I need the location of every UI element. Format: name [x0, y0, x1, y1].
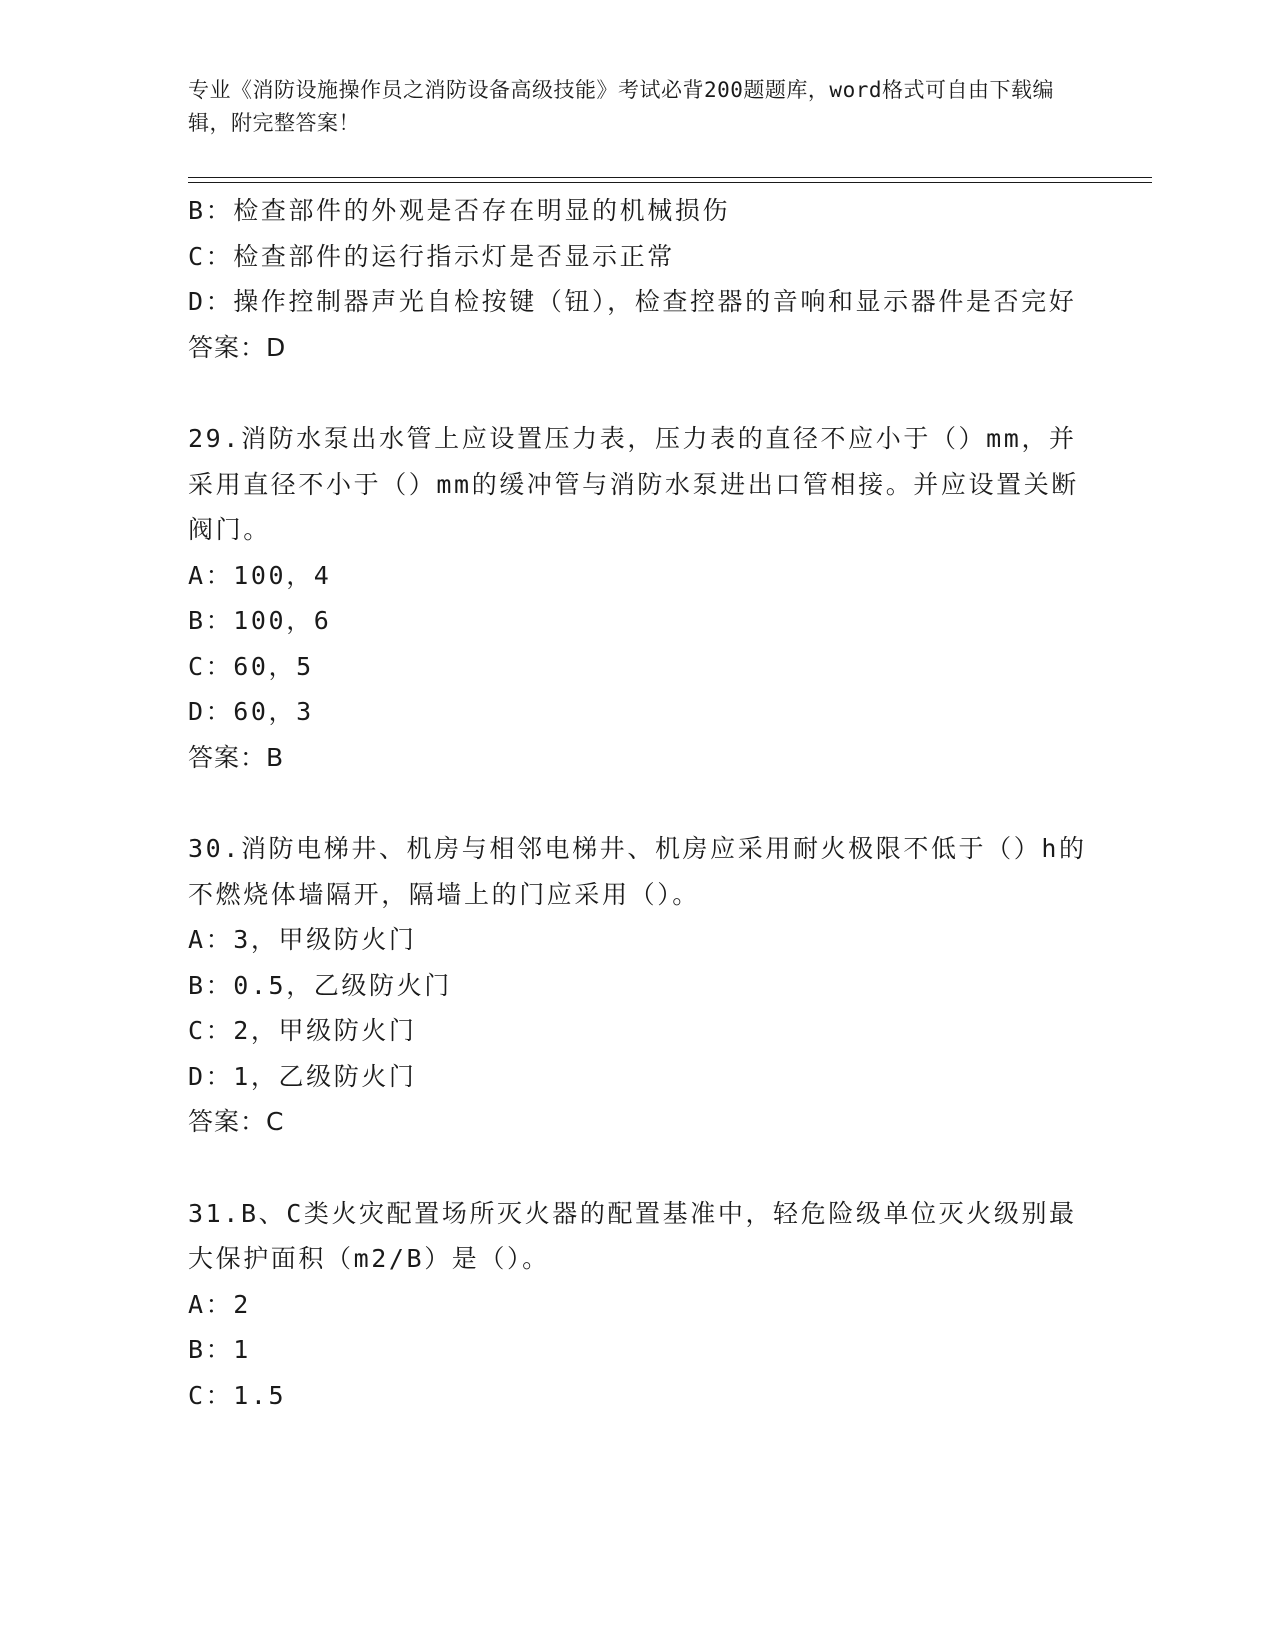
option-line: B：检查部件的外观是否存在明显的机械损伤	[188, 196, 731, 225]
option-line: C：60，5	[188, 651, 314, 681]
option-line: B：1	[188, 1335, 251, 1364]
option-line: A：3，甲级防火门	[188, 925, 417, 954]
document-header	[188, 74, 1078, 140]
option-line: C：2，甲级防火门	[188, 1016, 417, 1045]
block-spacer	[188, 780, 1088, 826]
question-block	[188, 1191, 1088, 1419]
option-line: C：检查部件的运行指示灯是否显示正常	[188, 241, 675, 271]
answer-line: 答案：D	[188, 332, 287, 362]
option-line: D：60，3	[188, 697, 314, 726]
block-spacer	[188, 370, 1088, 416]
option-line: A：100，4	[188, 560, 332, 590]
question-stem: 30.消防电梯井、机房与相邻电梯井、机房应采用耐火极限不低于（）h的不燃烧体墙隔开，隔墙上的门应采用（）。	[188, 834, 1087, 909]
question-stem: 31.B、C类火灾配置场所灭火器的配置基准中，轻危险级单位灭火级别最大保护面积（m2/B）是（）。	[188, 1198, 1077, 1273]
header-divider-top	[188, 177, 1152, 178]
option-line: D：操作控制器声光自检按键（钮），检查控器的音响和显示器件是否完好	[188, 287, 1077, 316]
option-line: B：100，6	[188, 606, 332, 635]
question-block	[188, 188, 1088, 370]
answer-line: 答案：B	[188, 742, 285, 772]
option-line: C：1.5	[188, 1380, 287, 1410]
question-block	[188, 416, 1088, 780]
option-line: B：0.5，乙级防火门	[188, 970, 452, 1000]
question-stem: 29.消防水泵出水管上应设置压力表，压力表的直径不应小于（）mm，并采用直径不小于（）mm的缓冲管与消防水泵进出口管相接。并应设置关断阀门。	[188, 424, 1079, 544]
header-divider-bottom	[188, 182, 1152, 183]
question-list	[188, 188, 1088, 1418]
question-block	[188, 826, 1088, 1145]
answer-line: 答案：C	[188, 1107, 285, 1136]
option-line: D：1，乙级防火门	[188, 1061, 417, 1091]
option-line: A：2	[188, 1289, 251, 1319]
header-title: 专业《消防设施操作员之消防设备高级技能》考试必背200题题库，word格式可自由下载编辑，附完整答案！	[188, 78, 1054, 135]
block-spacer	[188, 1145, 1088, 1191]
